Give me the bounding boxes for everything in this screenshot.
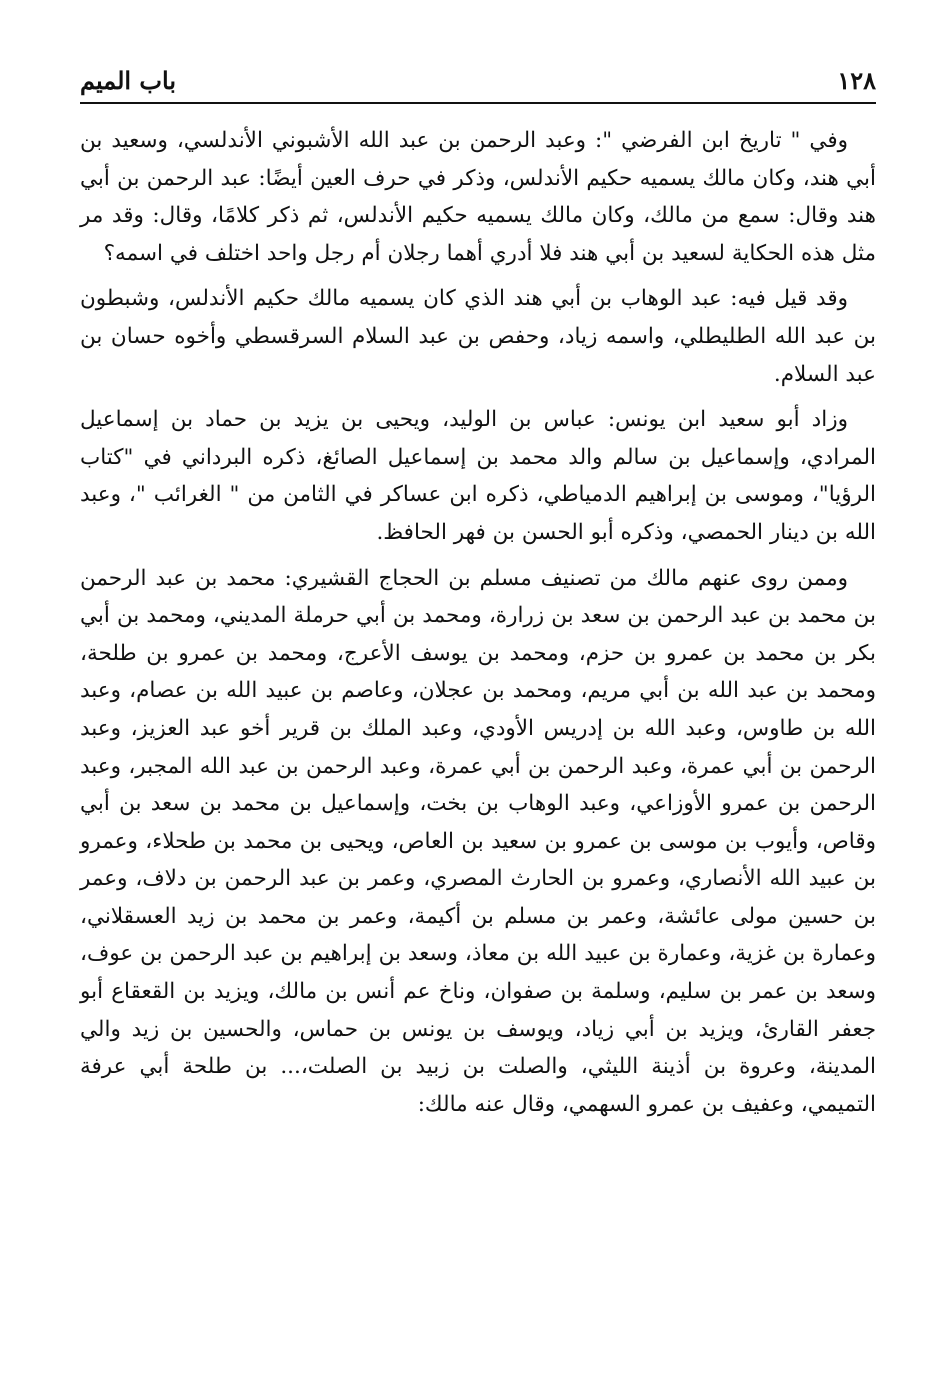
paragraph: وزاد أبو سعيد ابن يونس: عباس بن الوليد، ويحيى بن يزيد بن حماد بن إسماعيل المرادي، وإسماعيل بن سالم والد محمد بن إسماعيل الصائغ، ذكره البرداني في "كتاب الرؤيا"، وموسى بن إبراهيم الدمياطي، ذكره ابن عساكر في الثامن من " الغرائب "، وعبد الله بن دينار الحمصي، وذكره أبو الحسن بن فهر الحافظ. — [80, 407, 876, 545]
page-number: ١٢٨ — [837, 66, 876, 95]
paragraph: وقد قيل فيه: عبد الوهاب بن أبي هند الذي كان يسميه مالك حكيم الأندلس، وشبطون بن عبد الله الطليطلي، واسمه زياد، وحفص بن عبد السلام السرقسطي وأخوه حسان بن عبد السلام. — [80, 286, 876, 387]
running-title: باب الميم — [80, 66, 177, 95]
page-header — [80, 62, 876, 104]
body-text — [80, 122, 876, 1131]
paragraph: وممن روى عنهم مالك من تصنيف مسلم بن الحجاج القشيري: محمد بن عبد الرحمن بن محمد بن عبد الرحمن بن سعد بن زرارة، ومحمد بن أبي حرملة المديني، ومحمد بن أبي بكر بن محمد بن عمرو بن حزم، ومحمد بن يوسف الأعرج، ومحمد بن عمرو بن طلحة، ومحمد بن عبد الله بن أبي مريم، ومحمد بن عجلان، وعاصم بن عبيد الله بن عصام، وعبد الله بن طاوس، وعبد الله بن إدريس الأودي، وعبد الملك بن قرير أخو عبد العزيز، وعبد الرحمن بن أبي عمرة، وعبد الرحمن بن أبي عمرة، وعبد الرحمن بن عبد الله المجبر، وعبد الرحمن بن عمرو الأوزاعي، وعبد الوهاب بن بخت، وإسماعيل بن محمد بن سعد بن أبي وقاص، وأيوب بن موسى بن عمرو بن سعيد بن العاص، ويحيى بن محمد بن طحلاء، وعمرو بن عبيد الله الأنصاري، وعمرو بن الحارث المصري، وعمر بن عبد الرحمن بن دلاف، وعمر بن حسين مولى عائشة، وعمر بن مسلم بن أكيمة، وعمر بن محمد بن زيد العسقلاني، وعمارة بن غزية، وعمارة بن عبيد الله بن معاذ، وسعد بن إبراهيم بن عبد الرحمن بن عوف، وسعد بن عمر بن سليم، وسلمة بن صفوان، وناخ عم أنس بن مالك، ويزيد بن القعقاع أبو جعفر القارئ، ويزيد بن أبي زياد، ويوسف بن يونس بن حماس، والحسين بن زيد والي المدينة، وعروة بن أذينة الليثي، والصلت بن زبيد بن الصلت،... بن طلحة أبي عرفة التميمي، وعفيف بن عمرو السهمي، وقال عنه مالك: — [80, 565, 876, 1117]
paragraph: وفي " تاريخ ابن الفرضي ": وعبد الرحمن بن عبد الله الأشبوني الأندلسي، وسعيد بن أبي هند، وكان مالك يسميه حكيم الأندلس، وذكر في حرف العين أيضًا: عبد الرحمن بن أبي هند وقال: سمع من مالك، وكان مالك يسميه حكيم الأندلس، ثم ذكر كلامًا، وقال: وقد مر مثل هذه الحكاية لسعيد بن أبي هند فلا أدري أهما رجلان أم رجل واحد اختلف في اسمه؟ — [80, 128, 876, 266]
